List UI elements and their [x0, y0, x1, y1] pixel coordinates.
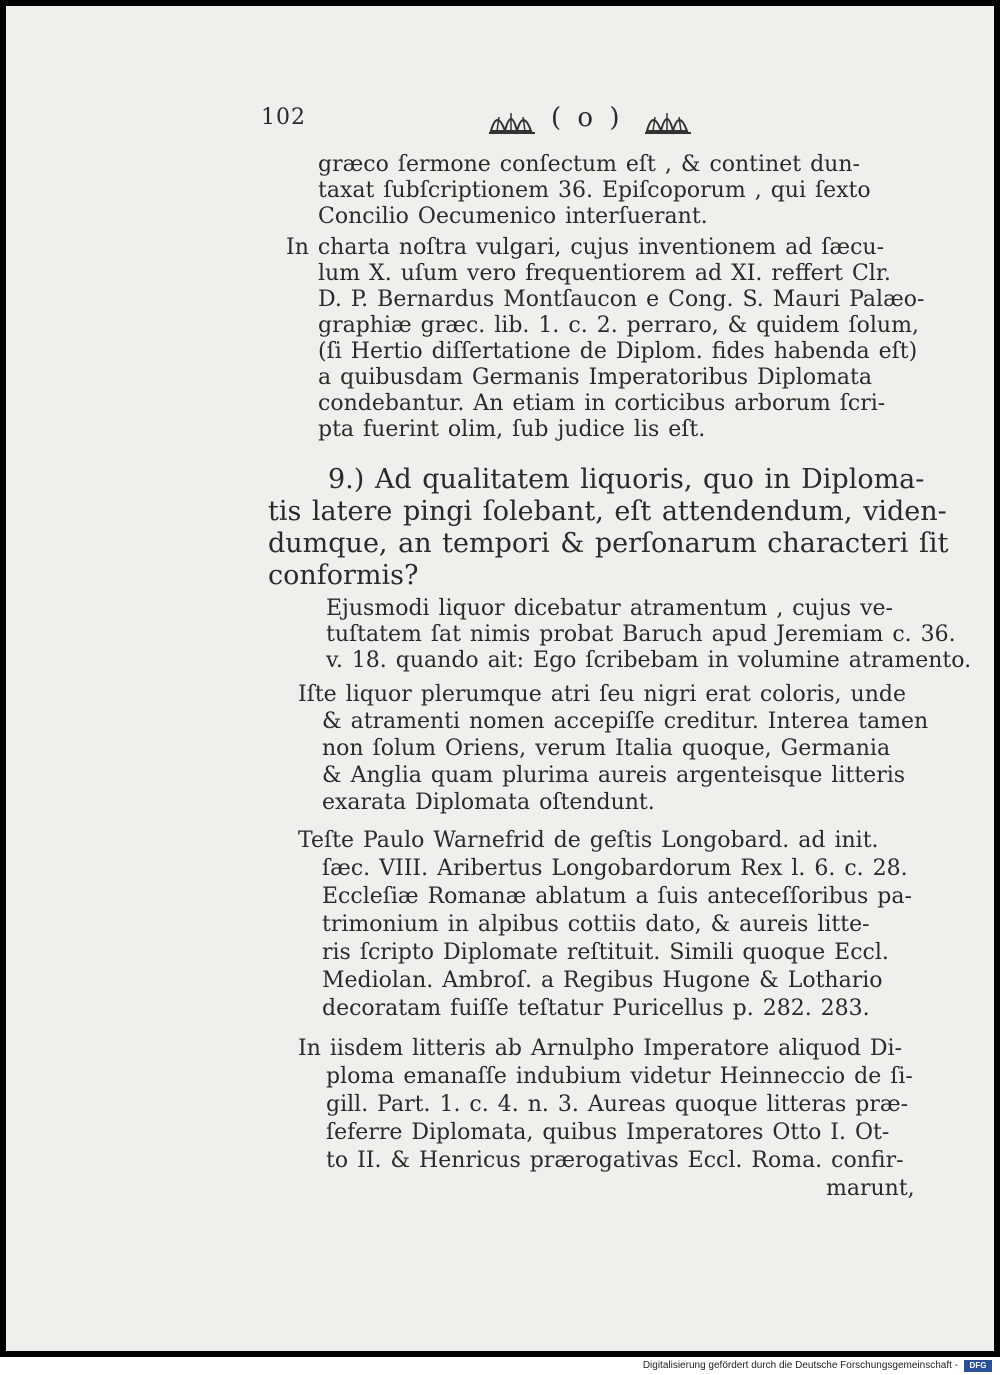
text-line: to II. & Henricus prærogativas Eccl. Roma. confir- — [326, 1148, 904, 1173]
section-heading-line: conformis? — [268, 560, 419, 591]
text-line: a quibusdam Germanis Imperatoribus Diplomata — [318, 365, 873, 390]
text-line: græco ſermone conſectum eſt , & continet dun- — [318, 152, 860, 177]
text-line: (ſi Hertio diſſertatione de Diplom. fides habenda eſt) — [318, 339, 918, 364]
catchword: marunt, — [826, 1176, 915, 1201]
dfg-logo: DFG — [964, 1360, 992, 1372]
text-line: Teſte Paulo Warnefrid de geſtis Longobard. ad init. — [298, 828, 879, 853]
text-line: In charta noſtra vulgari, cujus inventionem ad ſæcu- — [286, 235, 885, 260]
text-line: D. P. Bernardus Montſaucon e Cong. S. Mauri Palæo- — [318, 287, 925, 312]
shell-ornament-icon — [487, 103, 539, 137]
text-line: tuſtatem ſat nimis probat Baruch apud Jeremiam c. 36. — [326, 622, 956, 647]
text-line: condebantur. An etiam in corticibus arborum ſcri- — [318, 391, 886, 416]
text-line: Concilio Oecumenico interſuerant. — [318, 204, 708, 229]
book-page — [6, 6, 994, 1351]
text-line: ſæc. VIII. Aribertus Longobardorum Rex l. 6. c. 28. — [322, 856, 908, 881]
text-line: & atramenti nomen accepiſſe creditur. Interea tamen — [322, 709, 929, 734]
text-line: Ejusmodi liquor dicebatur atramentum , cujus ve- — [326, 596, 893, 621]
text-line: Mediolan. Ambroſ. a Regibus Hugone & Lothario — [322, 968, 883, 993]
text-line: decoratam fuiſſe teſtatur Puricellus p. 282. 283. — [322, 996, 870, 1021]
digitization-credit: Digitalisierung gefördert durch die Deutsche Forschungsgemeinschaft - — [642, 1360, 958, 1371]
header-center-mark: ( o ) — [551, 103, 624, 133]
text-line: exarata Diplomata oſtendunt. — [322, 790, 655, 815]
text-line: & Anglia quam plurima aureis argenteisque litteris — [322, 763, 906, 788]
text-line: lum X. uſum vero frequentiorem ad XI. reffert Clr. — [318, 261, 891, 286]
text-line: In iisdem litteris ab Arnulpho Imperatore aliquod Di- — [298, 1036, 903, 1061]
text-line: trimonium in alpibus cottiis dato, & aureis litte- — [322, 912, 870, 937]
shell-ornament-icon — [643, 103, 695, 137]
section-heading-line: 9.) Ad qualitatem liquoris, quo in Diploma- — [328, 464, 925, 495]
text-line: taxat ſubſcriptionem 36. Epiſcoporum , qui ſexto — [318, 178, 871, 203]
text-line: graphiæ græc. lib. 1. c. 2. perraro, & quidem ſolum, — [318, 313, 919, 338]
section-heading-line: dumque, an tempori & perſonarum characteri ſit — [268, 528, 949, 559]
text-line: Iſte liquor plerumque atri ſeu nigri erat coloris, unde — [298, 682, 906, 707]
page-number: 102 — [261, 105, 306, 130]
text-line: gill. Part. 1. c. 4. n. 3. Aureas quoque litteras præ- — [326, 1092, 909, 1117]
text-line: ſeferre Diplomata, quibus Imperatores Otto I. Ot- — [326, 1120, 890, 1145]
text-line: Eccleſiæ Romanæ ablatum a ſuis anteceſſoribus pa- — [322, 884, 912, 909]
section-heading-line: tis latere pingi ſolebant, eſt attendendum, viden- — [268, 496, 947, 527]
text-line: ploma emanaſſe indubium videtur Heinneccio de ſi- — [326, 1064, 913, 1089]
text-line: ris ſcripto Diplomate reſtituit. Simili quoque Eccl. — [322, 940, 889, 965]
text-line: v. 18. quando ait: Ego ſcribebam in volumine atramento. — [326, 648, 972, 673]
text-line: non ſolum Oriens, verum Italia quoque, Germania — [322, 736, 891, 761]
text-line: pta fuerint olim, ſub judice lis eſt. — [318, 417, 706, 442]
running-header — [261, 103, 701, 143]
